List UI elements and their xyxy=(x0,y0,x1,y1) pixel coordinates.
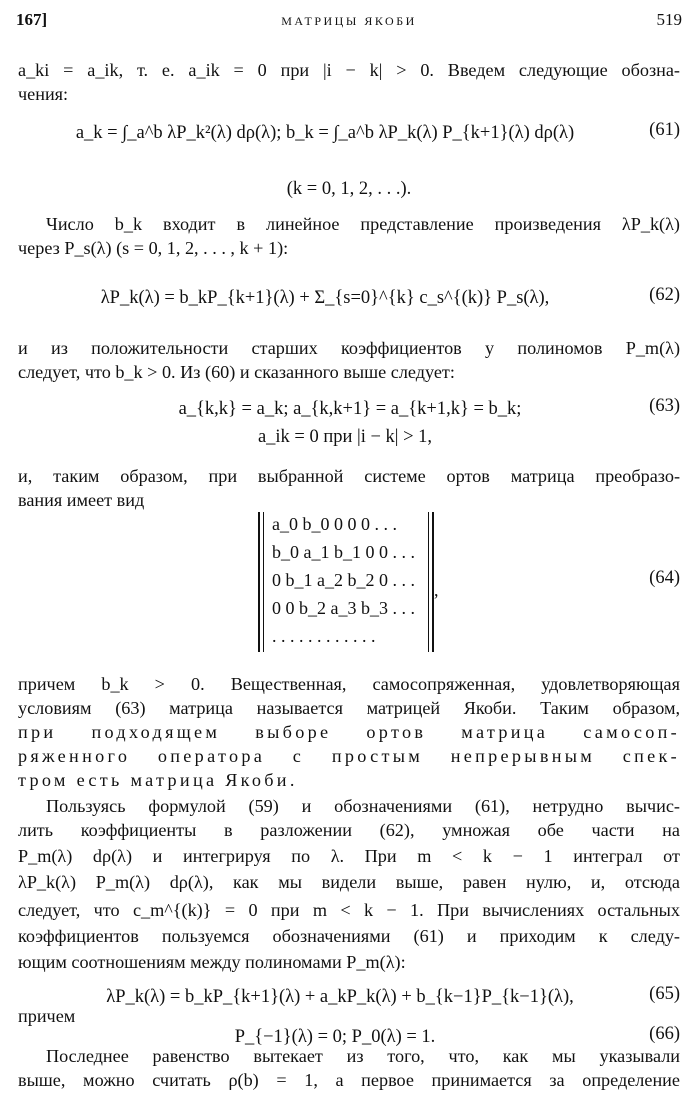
text-line xyxy=(18,844,680,868)
text-line: ющим соотношениям между полиномами P_m(λ): xyxy=(18,952,406,972)
text-line xyxy=(18,794,680,818)
line-content: Последнее равенство вытекает из того, что, как мы указывали xyxy=(46,1046,680,1066)
line-content: P_m(λ) dρ(λ) и интегрируя по λ. При m < k − 1 интеграл от xyxy=(18,846,680,866)
line-content: лить коэффициенты в разложении (62), умножая обе части на xyxy=(18,820,680,840)
text-line xyxy=(18,1068,680,1092)
equation-63b: a_ik = 0 при |i − k| > 1, xyxy=(257,427,433,447)
equation-61: a_k = ∫_a^b λP_k²(λ) dρ(λ); b_k = ∫_a^b λP_k(λ) P_{k+1}(λ) dρ(λ) xyxy=(75,123,575,143)
text-line xyxy=(18,720,680,744)
line-content: λP_k(λ) P_m(λ) dρ(λ), как мы видели выше, равен нулю, и, отсюда xyxy=(18,872,680,892)
line-content: Пользуясь формулой (59) и обозначениями (61), нетрудно вычис- xyxy=(46,796,680,816)
line-content: коэффициентов пользуемся обозначениями (61) и приходим к следу- xyxy=(18,926,680,946)
text-line: вания имеет вид xyxy=(18,490,145,510)
text-line xyxy=(18,924,680,948)
matrix-row: b_0 a_1 b_1 0 0 . . . xyxy=(272,542,415,562)
line-content: и, таким образом, при выбранной системе ортов матрица преобразо- xyxy=(18,466,680,486)
equation-number: (64) xyxy=(649,568,680,588)
text-line xyxy=(18,58,680,82)
equation-number: (61) xyxy=(649,120,680,140)
line-content: и из положительности старших коэффициентов у полиномов P_m(λ) xyxy=(18,338,680,358)
text-line: через P_s(λ) (s = 0, 1, 2, . . . , k + 1): xyxy=(18,238,289,258)
line-content: следует, что c_m^{(k)} = 0 при m < k − 1. При вычислениях остальных xyxy=(18,900,680,920)
text-line xyxy=(18,1044,680,1068)
text-line xyxy=(18,744,680,768)
equation-65: λP_k(λ) = b_kP_{k+1}(λ) + a_kP_k(λ) + b_{k−1}P_{k−1}(λ), xyxy=(106,987,574,1007)
line-content: причем b_k > 0. Вещественная, самосопряженная, удовлетворяющая xyxy=(18,674,680,694)
line-content: условиям (63) матрица называется матрицей Якоби. Таким образом, xyxy=(18,698,680,718)
equation-number: (65) xyxy=(649,984,680,1004)
text-line xyxy=(18,870,680,894)
text-line xyxy=(18,464,680,488)
line-content: выше, можно считать ρ(b) = 1, а первое принимается за определение xyxy=(18,1070,680,1090)
line-content: Число b_k входит в линейное представление произведения λP_k(λ) xyxy=(46,214,680,234)
text-line xyxy=(18,898,680,922)
text-line xyxy=(18,818,680,842)
equation-62: λP_k(λ) = b_kP_{k+1}(λ) + Σ_{s=0}^{k} c_s^{(k)} P_s(λ), xyxy=(100,288,550,308)
matrix-row: . . . . . . . . . . . . xyxy=(272,626,376,646)
matrix-comma: , xyxy=(434,580,439,600)
text-line: причем xyxy=(18,1006,76,1026)
text-line xyxy=(18,336,680,360)
text-line xyxy=(18,696,680,720)
matrix-row: a_0 b_0 0 0 0 . . . xyxy=(272,514,397,534)
page-number: 519 xyxy=(656,10,682,29)
text-line: следует, что b_k > 0. Из (60) и сказанного выше следует: xyxy=(18,362,455,382)
text-line: тром есть матрица Якоби. xyxy=(18,770,298,790)
equation-number: (62) xyxy=(649,285,680,305)
running-title: МАТРИЦЫ ЯКОБИ xyxy=(281,14,417,28)
line-content: a_ki = a_ik, т. е. a_ik = 0 при |i − k| > 0. Введем следующие обозна- xyxy=(18,60,680,80)
line-content: ряженного оператора с простым непрерывным спек- xyxy=(18,746,680,766)
text-line xyxy=(18,212,680,236)
equation-63a: a_{k,k} = a_k; a_{k,k+1} = a_{k+1,k} = b_k; xyxy=(178,399,522,419)
equation-61-condition: (k = 0, 1, 2, . . .). xyxy=(286,179,412,199)
matrix-row: 0 0 b_2 a_3 b_3 . . . xyxy=(272,598,415,618)
text-line: чения: xyxy=(18,84,69,104)
matrix-row: 0 b_1 a_2 b_2 0 . . . xyxy=(272,570,415,590)
line-content: при подходящем выборе ортов матрица самосоп- xyxy=(18,722,680,742)
text-line xyxy=(18,672,680,696)
jacobi-matrix xyxy=(258,512,434,652)
equation-number: (63) xyxy=(649,396,680,416)
equation-66: P_{−1}(λ) = 0; P_0(λ) = 1. xyxy=(234,1027,436,1047)
section-number: 167] xyxy=(16,10,48,29)
equation-number: (66) xyxy=(649,1024,680,1044)
